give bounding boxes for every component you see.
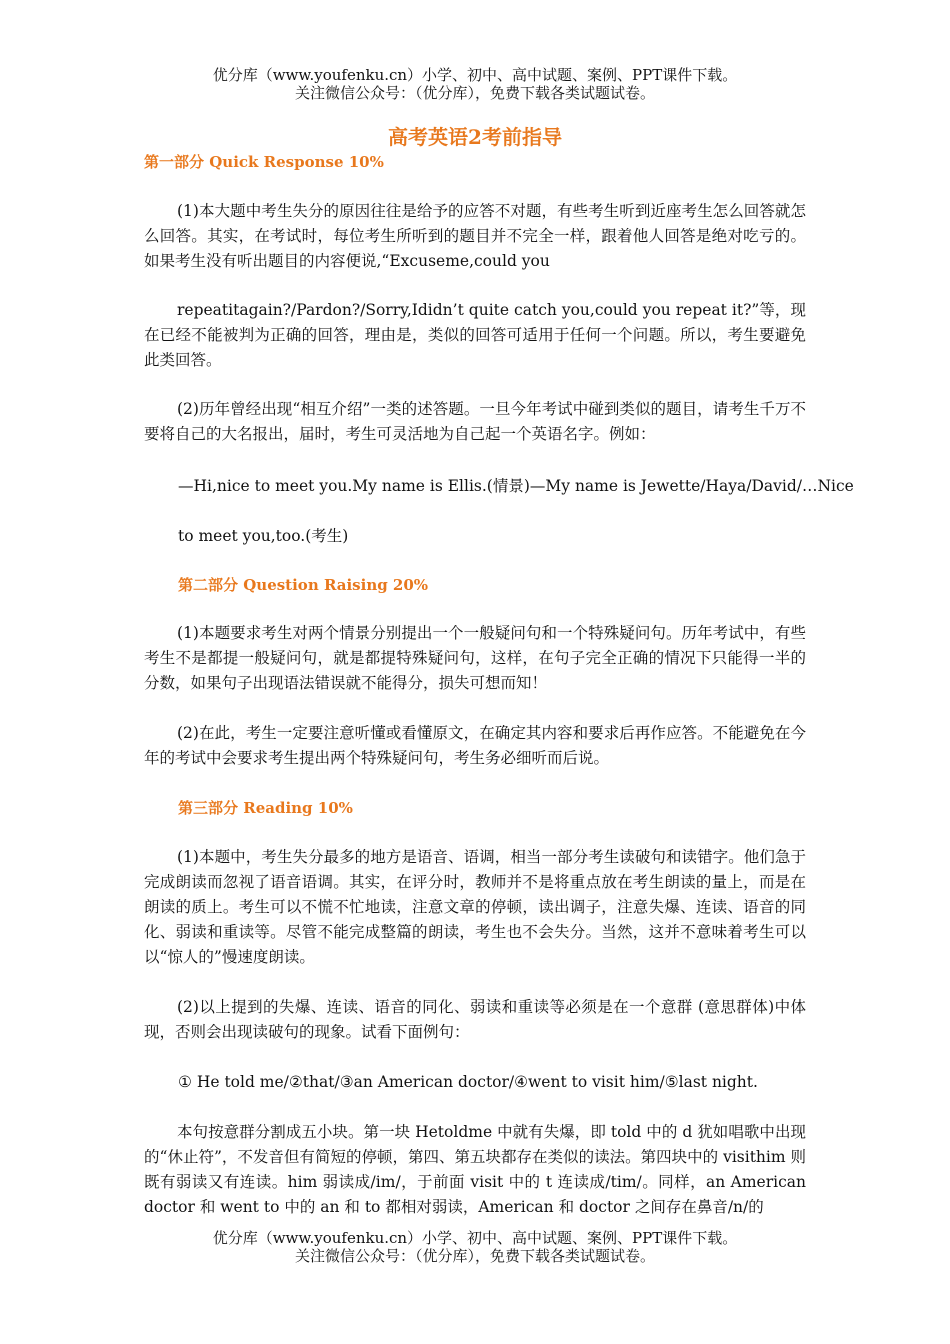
section-heading-3: 第三部分 Reading 10% (178, 799, 353, 817)
paragraph-8: 本句按意群分割成五小块。第一块 Hetoldme 中就有失爆，即 told 中的 d 犹如唱歌中出现的“休止符”，不发音但有简短的停顿，第四、第五块都存在类似的读法。第四块中的 visithim 则既有弱读又有连读。him 弱读成/im/，于前面 visit 中的 t 连读成/tim/。同样，an American doctor 和 went to 中的 an 和 to 都相对弱读，American 和 doctor 之间存在鼻音/n/的 (144, 1123, 806, 1216)
paragraph-1: (1)本大题中考生失分的原因往往是给予的应答不对题，有些考生听到近座考生怎么回答就怎么回答。其实，在考试时，每位考生所听到的题目并不完全一样，跟着他人回答是绝对吃亏的。如果考生没有听出题目的内容便说,“Excuseme,could you (144, 202, 806, 270)
header-line-1: 优分库（www.youfenku.cn）小学、初中、高中试题、案例、PPT课件下载。 (212, 66, 738, 84)
footer-line-1: 优分库（www.youfenku.cn）小学、初中、高中试题、案例、PPT课件下载。 (212, 1229, 738, 1247)
example-dialogue-line-1: —Hi,nice to meet you.My name is Ellis.(情景)—My name is Jewette/Haya/David/…Nice (178, 477, 854, 495)
footer-line-2: 关注微信公众号：（优分库），免费下载各类试题试卷。 (294, 1247, 655, 1265)
paragraph-6: (1)本题中，考生失分最多的地方是语音、语调，相当一部分考生读破句和读错字。他们急于完成朗读而忽视了语音语调。其实，在评分时，教师并不是将重点放在考生朗读的量上，而是在朗读的质上。考生可以不慌不忙地读，注意文章的停顿，读出调子，注意失爆、连读、语音的同化、弱读和重读等。尽管不能完成整篇的朗读，考生也不会失分。当然，这并不意味着考生可以以“惊人的”慢速度朗读。 (144, 848, 806, 966)
header-line-2: 关注微信公众号：（优分库），免费下载各类试题试卷。 (294, 84, 655, 102)
page-header (0, 66, 950, 102)
paragraph-3: (2)历年曾经出现“相互介绍”一类的述答题。一旦今年考试中碰到类似的题目，请考生千万不要将自己的大名报出，届时，考生可灵活地为自己起一个英语名字。例如： (144, 400, 806, 443)
example-sentence: ① He told me/②that/③an American doctor/④went to visit him/⑤last night. (178, 1073, 758, 1091)
section-heading-1: 第一部分 Quick Response 10% (144, 153, 384, 171)
page-footer (0, 1229, 950, 1265)
document-title: 高考英语2考前指导 (388, 125, 562, 149)
paragraph-4: (1)本题要求考生对两个情景分别提出一个一般疑问句和一个特殊疑问句。历年考试中，有些考生不是都提一般疑问句，就是都提特殊疑问句，这样，在句子完全正确的情况下只能得一半的分数，如果句子出现语法错误就不能得分，损失可想而知！ (144, 624, 806, 692)
example-dialogue-line-2: to meet you,too.(考生) (178, 527, 349, 545)
section-heading-2: 第二部分 Question Raising 20% (178, 576, 429, 594)
paragraph-5: (2)在此，考生一定要注意听懂或看懂原文，在确定其内容和要求后再作应答。不能避免在今年的考试中会要求考生提出两个特殊疑问句，考生务必细听而后说。 (144, 724, 806, 767)
paragraph-7: (2)以上提到的失爆、连读、语音的同化、弱读和重读等必须是在一个意群 (意思群体)中体现，否则会出现读破句的现象。试看下面例句： (144, 998, 806, 1041)
paragraph-2: repeatitagain?/Pardon?/Sorry,Ididn’t quite catch you,could you repeat it?”等，现在已经不能被判为正确的回答，理由是，类似的回答可适用于任何一个问题。所以，考生要避免此类回答。 (144, 301, 806, 369)
